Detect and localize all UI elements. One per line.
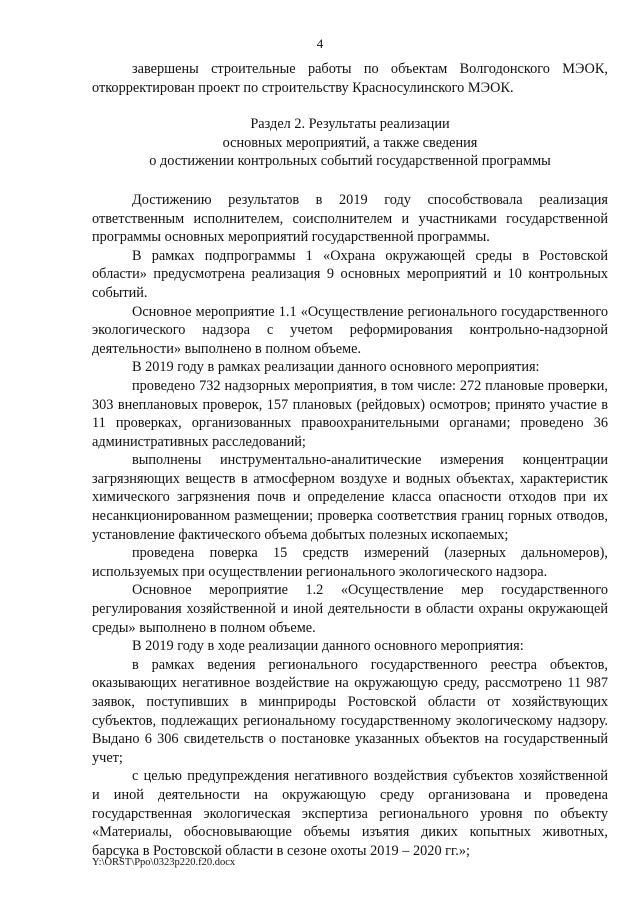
page-number: 4 — [316, 36, 324, 51]
body-paragraph: выполнены инструментально-аналитические измерения концентрации загрязняющих веществ в атмосферном воздухе и водных объектах, характеристик химического загрязнения почв и определение класса опасности отходов при их несанкционированном размещении; проверка соответствия границ горных отводов, установление фактического объема добытых полезных ископаемых; — [92, 452, 608, 543]
section-heading-line: Раздел 2. Результаты реализации — [250, 116, 450, 133]
body-paragraph: в рамках ведения регионального государственного реестра объектов, оказывающих негативное воздействие на окружающую среду, рассмотрено 11 987 заявок, поступивших в минприроды Ростовской области от хозяйствующих субъектов, подлежащих региональному государственному экологическому надзору. Выдано 6 306 свидетельств о постановке указанных объектов на государственный учет; — [92, 656, 608, 766]
body-paragraph: Основное мероприятие 1.1 «Осуществление регионального государственного экологического надзора с учетом реформирования контрольно-надзорной деятельности» выполнено в полном объеме. — [92, 303, 608, 357]
body-paragraph: с целью предупреждения негативного воздействия субъектов хозяйственной и иной деятельности на окружающую среду организована и проведена государственная экологическая экспертиза регионального уровня по объекту «Материалы, обосновывающие объемы изъятия диких копытных животных, барсука в Ростовской области в сезоне охоты 2019 – 2020 гг.»; — [92, 768, 608, 859]
body-paragraph: проведено 732 надзорных мероприятия, в том числе: 272 плановые проверки, 303 внеплановых проверок, 157 плановых (рейдовых) осмотров; принято участие в 11 проверках, организованных правоохранительными органами; проведено 36 административных расследований; — [92, 377, 608, 450]
section-heading — [92, 115, 608, 171]
body-paragraph: В 2019 году в рамках реализации данного основного мероприятия: — [132, 359, 540, 376]
section-heading-line: о достижении контрольных событий государственной программы — [149, 153, 551, 170]
section-heading-line: основных мероприятий, а также сведения — [222, 134, 478, 151]
body-paragraph: Достижению результатов в 2019 году способствовала реализация ответственным исполнителем, соисполнителем и участниками государственной программы основных мероприятий государственной программы. — [92, 191, 608, 246]
intro-paragraph: завершены строительные работы по объектам Волгодонского МЭОК, откорректирован проект по строительству Красносулинского МЭОК. — [92, 61, 608, 96]
body-paragraph: В рамках подпрограммы 1 «Охрана окружающей среды в Ростовской области» предусмотрена реализация 9 основных мероприятий и 10 контрольных событий. — [92, 247, 608, 301]
body-paragraph: Основное мероприятие 1.2 «Осуществление мер государственного регулирования хозяйственной и иной деятельности в области охраны окружающей среды» выполнено в полном объеме. — [92, 582, 608, 636]
body-paragraph: В 2019 году в ходе реализации данного основного мероприятия: — [132, 638, 524, 655]
document-body — [92, 60, 608, 860]
body-paragraph: проведена поверка 15 средств измерений (лазерных дальномеров), используемых при осуществлении регионального экологического надзора. — [92, 545, 608, 580]
footer-file-path: Y:\ORST\Ppo\0323p220.f20.docx — [92, 857, 236, 868]
